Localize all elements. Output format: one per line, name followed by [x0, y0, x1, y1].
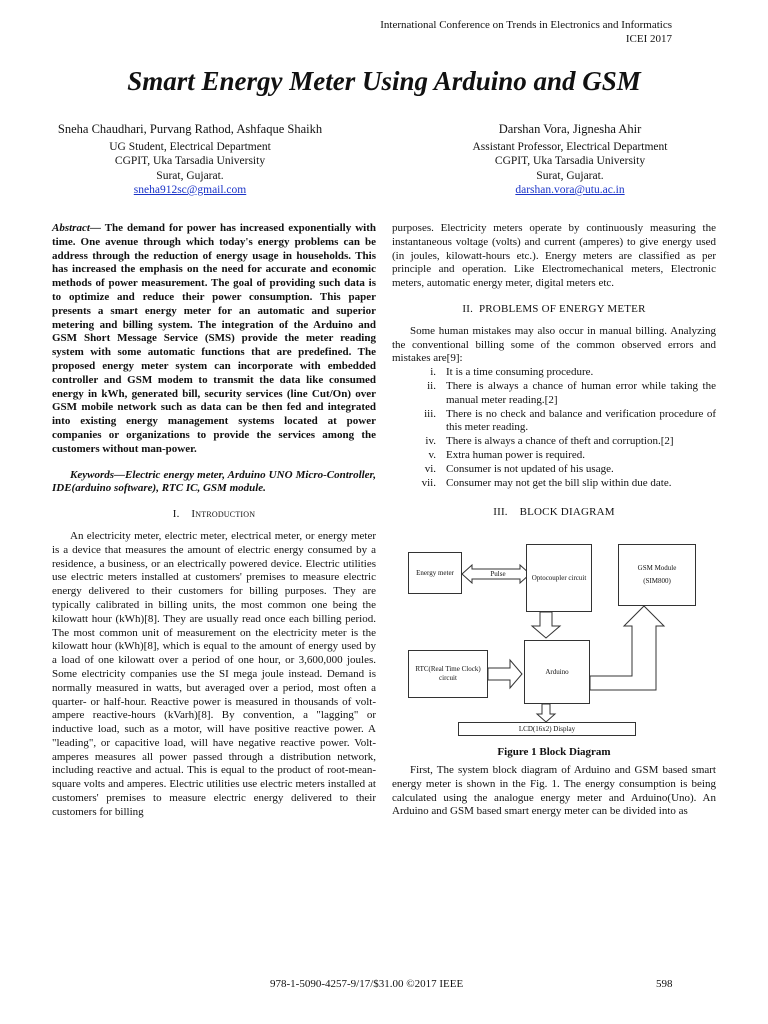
- problem-list: [392, 366, 716, 490]
- section-number: I.: [172, 508, 180, 521]
- conference-short-name: ICEI 2017: [625, 33, 672, 45]
- section-heading-problems: [392, 303, 716, 317]
- list-item: [392, 408, 716, 436]
- author-institution: CGPIT, Uka Tarsadia University: [494, 155, 646, 167]
- optocoupler-block: Optocoupler circuit: [526, 544, 592, 612]
- section-heading-block-diagram: [392, 506, 716, 520]
- rtc-block: RTC(Real Time Clock) circuit: [408, 650, 488, 698]
- list-item-number: vii.: [421, 476, 436, 489]
- continuation-paragraph: purposes. Electricity meters operate by continuously measuring the instantaneous voltage (volts) and current (amperes) to give energy used (in joules, kilowatt-hours etc.). Energy meters are classified as per principle and operation. Like Electromechanical meters, Electronic meters, automatic energy meter, digital meters etc.: [392, 222, 716, 290]
- gsm-arrow: [590, 606, 664, 690]
- list-item: [392, 380, 716, 408]
- author-role: Assistant Professor, Electrical Department: [472, 140, 668, 153]
- author-role: UG Student, Electrical Department: [109, 140, 271, 153]
- block-diagram-paragraph: First, The system block diagram of Arduino and GSM based smart energy meter is shown in the Fig. 1. The energy consumption is being calculated using the analogue energy meter and Arduino(Uno). An Arduino and GSM based smart energy meter can be divided into as: [392, 763, 716, 818]
- pulse-label: Pulse: [490, 569, 506, 578]
- author-email-link[interactable]: sneha912sc@gmail.com: [133, 184, 247, 196]
- down-arrow-lcd: [537, 704, 555, 722]
- author-city: Surat, Gujarat.: [536, 169, 604, 182]
- list-item-number: v.: [428, 448, 436, 461]
- paper-title: Smart Energy Meter Using Arduino and GSM: [127, 66, 641, 96]
- author-city: Surat, Gujarat.: [156, 169, 224, 182]
- down-arrow-opto: [532, 612, 560, 638]
- abstract-text: — The demand for power has increased exponentially with time. One avenue through which today's energy problems can be address through the reduction of energy usage in households. This has increased the emphasis on the need for accurate and economic methods of power measurement. The goal of providing such data is to optimize and reduce their power consumption. This paper presents a smart energy meter for an automatic and superior metering and billing system. The integration of the Arduino and GSM Short Message Service (SMS) provide the meter reading system with some automatic functions that are predefined. The proposed energy meter system can incorporate with embedded controller and GSM modem to transmit the data like consumed energy in kWh, generated bill, security services (line Cut/On) over GSM mobile network such as data can be then fed and integrated into existing energy management systems located at power companies or organizations to provide the services among the customers without man-power.: [52, 222, 376, 455]
- block-diagram: [392, 528, 716, 733]
- section-title: PROBLEMS OF ENERGY METER: [478, 302, 646, 315]
- author-block-right: [420, 122, 720, 198]
- rtc-arrow: [488, 660, 522, 688]
- problems-intro: Some human mistakes may also occur in manual billing. Analyzing the conventional billing some of the common observed errors and mistakes are[9]:: [392, 324, 716, 365]
- abstract-label: Abstract: [52, 222, 90, 234]
- author-names: Sneha Chaudhari, Purvang Rathod, Ashfaque Shaikh: [57, 122, 323, 136]
- section-heading-introduction: [52, 508, 376, 522]
- list-item-number: iv.: [425, 435, 436, 448]
- gsm-label: GSM Module: [637, 564, 677, 573]
- author-institution: CGPIT, Uka Tarsadia University: [114, 155, 266, 167]
- author-names: Darshan Vora, Jignesha Ahir: [498, 122, 642, 136]
- abstract: [52, 222, 376, 457]
- conference-name: International Conference on Trends in Electronics and Informatics: [380, 19, 672, 31]
- right-column: [392, 222, 716, 819]
- author-email-link[interactable]: darshan.vora@utu.ac.in: [515, 184, 625, 196]
- section-number: III.: [493, 506, 508, 519]
- list-item-text: There is always a chance of human error while taking the manual meter reading.[2]: [446, 379, 716, 406]
- list-item-text: There is no check and balance and verification procedure of this meter reading.: [446, 407, 716, 434]
- introduction-paragraph: An electricity meter, electric meter, electrical meter, or energy meter is a device that measures the amount of electric energy consumed by a residence, a business, or an electrically powered device. Electric utilities use electric meters installed at customers' premises to measure electric energy delivered to their customers for billing purposes. They are typically calibrated in billing units, the most common one being the kilowatt hour (kWh)[8]. They are usually read once each billing period. The most common unit of measurement on the electricity meter is the kilowatt hour (kWh)[8], which is equal to the amount of energy used by a load of one kilowatt over a period of one hour, or 3,600,000 joules. Some electricity companies use the SI mega joule instead. Demand is normally measured in watts, but averaged over a period, most often a quarter- or half-hour. Reactive power is measured in thousands of volt-ampere reactive-hours (kVarh)[8]. By convention, a "lagging" or inductive load, such as a motor, will have positive reactive power. A "leading", or capacitive load, will have negative reactive power. Volt-amperes measures all power passed through a distribution network, including reactive and actual. This is equal to the product of root-mean-square volts and amperes. Electric utilities use electric meters installed at customers' premises to measure electric energy delivered to their customers for billing: [52, 529, 376, 818]
- list-item-text: Consumer may not get the bill slip within due date.: [446, 476, 672, 489]
- energy-meter-block: Energy meter: [408, 552, 462, 594]
- footer-isbn: 978-1-5090-4257-9/17/$31.00 ©2017 IEEE: [270, 978, 464, 990]
- list-item-text: Extra human power is required.: [446, 448, 585, 461]
- list-item-text: There is always a chance of theft and corruption.[2]: [446, 435, 674, 448]
- list-item: [392, 435, 716, 449]
- left-column: [52, 222, 376, 820]
- section-title: BLOCK DIAGRAM: [519, 506, 615, 519]
- arduino-block: Arduino: [524, 640, 590, 704]
- figure-caption: Figure 1 Block Diagram: [497, 746, 611, 759]
- list-item-text: It is a time consuming procedure.: [446, 366, 594, 379]
- list-item-number: i.: [430, 366, 436, 379]
- section-number: II.: [462, 302, 474, 315]
- lcd-display-block: LCD(16x2) Display: [458, 722, 636, 736]
- author-block-left: [40, 122, 340, 198]
- list-item-number: ii.: [427, 379, 436, 392]
- list-item: [392, 477, 716, 491]
- list-item: [392, 463, 716, 477]
- gsm-module-block: [618, 544, 696, 606]
- section-title: Introduction: [191, 508, 256, 521]
- gsm-model-label: (SIM800): [643, 577, 671, 586]
- list-item: [392, 366, 716, 380]
- keywords: Keywords—Electric energy meter, Arduino UNO Micro-Controller, IDE(arduino software), RTC IC, GSM module.: [52, 468, 376, 495]
- list-item-number: vi.: [424, 462, 436, 475]
- list-item-number: iii.: [424, 407, 436, 420]
- page-number: 598: [656, 978, 673, 990]
- list-item: [392, 449, 716, 463]
- conference-header: [380, 18, 672, 46]
- list-item-text: Consumer is not updated of his usage.: [446, 462, 614, 475]
